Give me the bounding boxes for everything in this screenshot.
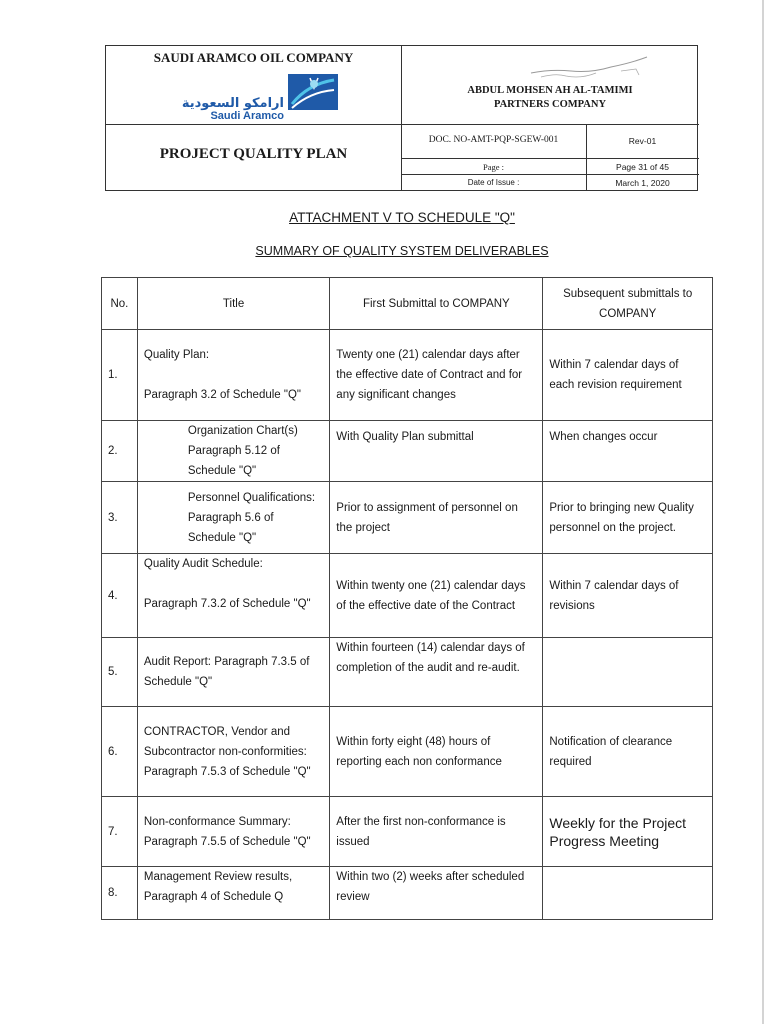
- row-first-submittal: Within twenty one (21) calendar days of the effective date of the Contract: [330, 554, 543, 638]
- row-title-line: Quality Audit Schedule:: [143, 558, 263, 570]
- row-number: 6.: [102, 707, 138, 797]
- partner-company: [401, 84, 699, 112]
- row-title: [137, 554, 329, 638]
- row-first-submittal: Within forty eight (48) hours of reporting each non conformance: [330, 707, 543, 797]
- row-number: 5.: [102, 638, 138, 707]
- page-edge-line: [762, 0, 764, 1024]
- row-first-submittal: Twenty one (21) calendar days after the effective date of Contract and for any significant changes: [330, 330, 543, 421]
- header-divider: [106, 124, 401, 125]
- table-row: [102, 707, 713, 797]
- row-number: 2.: [102, 421, 138, 482]
- row-number: 8.: [102, 867, 138, 920]
- table-header-row: [102, 278, 713, 330]
- row-number: 7.: [102, 797, 138, 867]
- revision: Rev-01: [628, 136, 657, 146]
- table-row: [102, 638, 713, 707]
- table-row: [102, 421, 713, 482]
- date-label: Date of Issue :: [467, 178, 520, 187]
- row-subsequent: Within 7 calendar days of each revision requirement: [543, 330, 713, 421]
- row-subsequent: Within 7 calendar days of revisions: [543, 554, 713, 638]
- document-header: [105, 45, 698, 191]
- row-first-submittal: Prior to assignment of personnel on the project: [330, 482, 543, 554]
- row-subsequent: [543, 867, 713, 920]
- header-divider: [401, 124, 699, 125]
- table-row: [102, 797, 713, 867]
- row-title-gap: [144, 574, 323, 594]
- row-title: [137, 330, 329, 421]
- page-label: Page :: [482, 162, 504, 172]
- row-title: Personnel Qualifications: Paragraph 5.6 of Schedule "Q": [137, 482, 329, 554]
- row-title-line: Paragraph 7.3.2 of Schedule "Q": [143, 598, 311, 610]
- header-title: Title: [137, 278, 329, 330]
- aramco-logo-icon: [288, 74, 338, 110]
- row-title: Management Review results, Paragraph 4 of Schedule Q: [137, 867, 329, 920]
- row-subsequent: Prior to bringing new Quality personnel on the project.: [543, 482, 713, 554]
- row-subsequent: Weekly for the Project Progress Meeting: [543, 797, 713, 867]
- row-subsequent: [543, 638, 713, 707]
- row-first-submittal: Within two (2) weeks after scheduled review: [330, 867, 543, 920]
- summary-title: SUMMARY OF QUALITY SYSTEM DELIVERABLES: [255, 244, 549, 258]
- table-row: [102, 330, 713, 421]
- date-value: March 1, 2020: [615, 178, 670, 188]
- deliverables-table: [101, 277, 713, 920]
- row-first-submittal: Within fourteen (14) calendar days of completion of the audit and re-audit.: [330, 638, 543, 707]
- row-subsequent: Notification of clearance required: [543, 707, 713, 797]
- header-subsequent-submittals: Subsequent submittals to COMPANY: [543, 278, 713, 330]
- row-number: 1.: [102, 330, 138, 421]
- partner-line-2: PARTNERS COMPANY: [493, 99, 607, 110]
- logo-arabic-text: ارامكو السعودية: [181, 96, 284, 111]
- company-name: SAUDI ARAMCO OIL COMPANY: [153, 50, 354, 65]
- plan-title: PROJECT QUALITY PLAN: [159, 146, 348, 162]
- row-first-submittal: With Quality Plan submittal: [330, 421, 543, 482]
- row-title: Audit Report: Paragraph 7.3.5 of Schedule "Q": [137, 638, 329, 707]
- header-divider: [401, 174, 699, 175]
- header-first-submittal: First Submittal to COMPANY: [330, 278, 543, 330]
- table-row: [102, 867, 713, 920]
- doc-number: DOC. NO-AMT-PQP-SGEW-001: [428, 135, 559, 145]
- row-title-gap: [144, 365, 323, 385]
- row-title-line: Quality Plan:: [143, 349, 210, 361]
- table-row: [102, 554, 713, 638]
- signature-icon: [521, 51, 651, 81]
- row-title-line: Paragraph 3.2 of Schedule "Q": [143, 389, 302, 401]
- row-number: 4.: [102, 554, 138, 638]
- row-title: Non-conformance Summary: Paragraph 7.5.5 of Schedule "Q": [137, 797, 329, 867]
- header-no: No.: [102, 278, 138, 330]
- row-title: Organization Chart(s) Paragraph 5.12 of Schedule "Q": [137, 421, 329, 482]
- row-title: CONTRACTOR, Vendor and Subcontractor non-conformities: Paragraph 7.5.3 of Schedule "Q": [137, 707, 329, 797]
- row-subsequent: When changes occur: [543, 421, 713, 482]
- table-row: [102, 482, 713, 554]
- row-number: 3.: [102, 482, 138, 554]
- partner-line-1: ABDUL MOHSEN AH AL-TAMIMI: [467, 85, 633, 96]
- row-first-submittal: After the first non-conformance is issued: [330, 797, 543, 867]
- header-divider: [401, 158, 699, 159]
- logo-english-text: Saudi Aramco: [210, 110, 284, 122]
- attachment-title: ATTACHMENT V TO SCHEDULE "Q": [289, 210, 515, 225]
- page-value: Page 31 of 45: [616, 162, 669, 172]
